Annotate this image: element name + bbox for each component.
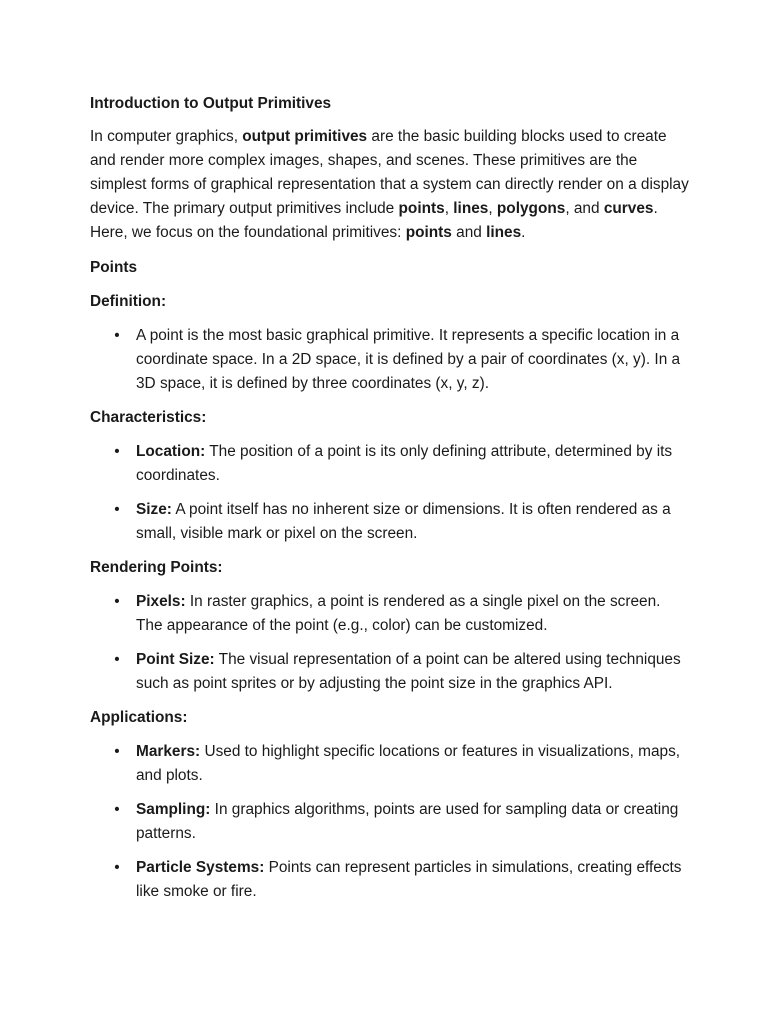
intro-bold-term: curves	[603, 200, 654, 217]
list-item-text: The position of a point is its only defining attribute, determined by its coordinates.	[136, 443, 673, 484]
list-item	[90, 440, 690, 488]
list-item-text: In raster graphics, a point is rendered as a single pixel on the screen. The appearance of the point (e.g., color) can be customized.	[136, 593, 661, 634]
rendering-heading: Rendering Points:	[90, 559, 223, 576]
bullet-icon: •	[114, 651, 120, 668]
definition-heading: Definition:	[90, 293, 167, 310]
intro-text: are the basic building blocks used to create and render more complex images, shapes, and scenes. These primitives are the simplest forms of graphical representation that a system can directly render on a display device. The primary output primitives include	[90, 128, 689, 217]
list-item	[90, 648, 690, 696]
intro-paragraph	[90, 125, 690, 245]
bullet-icon: •	[114, 593, 120, 610]
list-item	[90, 740, 690, 788]
list-item-label: Size:	[136, 501, 172, 518]
list-item-text: Used to highlight specific locations or features in visualizations, maps, and plots.	[136, 743, 681, 784]
list-item-label: Location:	[136, 443, 206, 460]
list-item	[90, 798, 690, 846]
list-item-text: The visual representation of a point can be altered using techniques such as point sprites or by adjusting the point size in the graphics API.	[136, 651, 681, 692]
applications-heading: Applications:	[90, 709, 188, 726]
document-title: Introduction to Output Primitives	[90, 95, 332, 112]
intro-text: and	[451, 224, 487, 241]
bullet-icon: •	[114, 501, 120, 518]
intro-text: ,	[444, 200, 454, 217]
bullet-icon: •	[114, 801, 120, 818]
list-item	[90, 498, 690, 546]
list-item-text: In graphics algorithms, points are used for sampling data or creating patterns.	[136, 801, 679, 842]
intro-bold-term: polygons	[496, 200, 566, 217]
intro-bold-term: lines	[486, 224, 522, 241]
list-item-label: Sampling:	[136, 801, 211, 818]
list-item	[90, 590, 690, 638]
list-item-label: Markers:	[136, 743, 201, 760]
list-item-label: Point Size:	[136, 651, 215, 668]
bullet-icon: •	[114, 743, 120, 760]
section-heading-points: Points	[90, 259, 138, 276]
intro-text: ,	[488, 200, 497, 217]
bullet-icon: •	[114, 859, 120, 876]
document-page	[90, 92, 690, 914]
list-item-text: A point is the most basic graphical primitive. It represents a specific location in a coordinate space. In a 2D space, it is defined by a pair of coordinates (x, y). In a 3D space, it is defined by three coordinates (x, y, z).	[136, 327, 681, 392]
bullet-icon: •	[114, 443, 120, 460]
intro-text: . Here, we focus on the foundational primitives:	[90, 200, 658, 241]
intro-bold-term: points	[398, 200, 445, 217]
applications-list	[90, 740, 690, 904]
definition-list	[90, 324, 690, 396]
list-item-label: Pixels:	[136, 593, 186, 610]
intro-bold-term: points	[405, 224, 452, 241]
characteristics-list	[90, 440, 690, 546]
intro-text: In computer graphics,	[90, 128, 243, 145]
intro-text: .	[521, 224, 526, 241]
list-item	[90, 324, 690, 396]
characteristics-heading: Characteristics:	[90, 409, 207, 426]
intro-bold-term: lines	[453, 200, 489, 217]
intro-bold-term: output primitives	[242, 128, 368, 145]
list-item-label: Particle Systems:	[136, 859, 265, 876]
rendering-list	[90, 590, 690, 696]
list-item-text: A point itself has no inherent size or dimensions. It is often rendered as a small, visible mark or pixel on the screen.	[136, 501, 671, 542]
bullet-icon: •	[114, 327, 120, 344]
list-item-text: Points can represent particles in simulations, creating effects like smoke or fire.	[136, 859, 682, 900]
intro-text: , and	[565, 200, 604, 217]
list-item	[90, 856, 690, 904]
